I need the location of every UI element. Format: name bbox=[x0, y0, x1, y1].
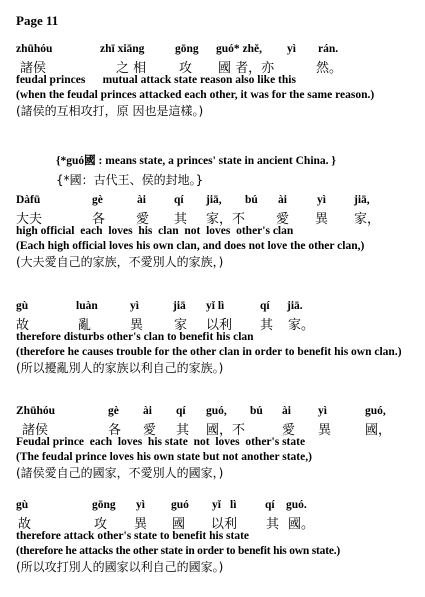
pinyin-row bbox=[16, 43, 416, 57]
pinyin-word: yǐ lì bbox=[206, 300, 225, 312]
chinese-translation: (諸侯的互相攻打，原 因也是這樣。) bbox=[16, 104, 204, 118]
pinyin-word: gè bbox=[92, 194, 103, 206]
chinese-word: 各 bbox=[92, 212, 106, 227]
pinyin-word: lì bbox=[230, 499, 237, 511]
page-number: Page 11 bbox=[16, 13, 59, 28]
chinese-word: 愛 bbox=[143, 423, 157, 438]
chinese-word: 之 相 bbox=[116, 61, 147, 76]
pinyin-word: zhūhóu bbox=[16, 43, 53, 55]
chinese-word: 諸侯 bbox=[22, 423, 49, 438]
footnote-chinese: {*國：古代王、侯的封地。} bbox=[56, 173, 204, 187]
chinese-word: 國，不 bbox=[206, 423, 246, 438]
chinese-row bbox=[16, 513, 416, 530]
chinese-translation: (所以擾亂別人的家族以利自己的家族。) bbox=[16, 361, 224, 375]
chinese-word: 大夫 bbox=[16, 212, 43, 227]
pinyin-word: yì bbox=[136, 499, 145, 511]
gloss-line: therefore attack other's state to benefit his state bbox=[16, 530, 250, 542]
gloss-line: feudal princes mutual attack state reason also like this bbox=[16, 74, 296, 86]
chinese-row bbox=[16, 314, 416, 331]
footnote-definition: {*guó國 : means state, a princes' state in ancient China. } bbox=[56, 155, 336, 167]
pinyin-word: ài bbox=[137, 194, 146, 206]
chinese-translation: (所以攻打別人的國家以利自己的國家。) bbox=[16, 560, 224, 574]
chinese-row bbox=[16, 419, 416, 436]
pinyin-word: yì bbox=[130, 300, 139, 312]
chinese-word: 以利 bbox=[211, 517, 238, 532]
english-translation: (therefore he attacks the other state in order to benefit his own state.) bbox=[16, 545, 341, 557]
chinese-word: 愛 bbox=[276, 212, 290, 227]
chinese-translation: (諸侯愛自己的國家，不愛別人的國家，) bbox=[16, 466, 224, 480]
chinese-word: 亂 bbox=[78, 318, 92, 333]
gloss-line: high official each loves his clan not loves other's clan bbox=[16, 225, 294, 237]
chinese-row bbox=[16, 57, 416, 74]
pinyin-word: Zhūhóu bbox=[16, 405, 56, 417]
pinyin-word: ài bbox=[282, 405, 291, 417]
pinyin-word: guó. bbox=[286, 499, 307, 511]
chinese-word: 故 bbox=[16, 318, 30, 333]
chinese-word: 然。 bbox=[316, 61, 343, 76]
chinese-word: 異 bbox=[134, 517, 148, 532]
pinyin-word: yǐ bbox=[212, 499, 221, 511]
pinyin-word: gù bbox=[16, 499, 29, 511]
chinese-word: 愛 bbox=[136, 212, 150, 227]
chinese-word: 攻 bbox=[179, 61, 193, 76]
english-translation: (The feudal prince loves his own state but not another state,) bbox=[16, 451, 312, 463]
pinyin-row bbox=[16, 405, 416, 419]
chinese-translation: (大夫愛自己的家族，不愛別人的家族，) bbox=[16, 255, 224, 269]
pinyin-word: Dàfū bbox=[16, 194, 41, 206]
pinyin-word: ài bbox=[278, 194, 287, 206]
pinyin-word: yì bbox=[287, 43, 296, 55]
pinyin-word: qí bbox=[265, 499, 275, 511]
chinese-word: 家， bbox=[354, 212, 381, 227]
chinese-word: 其 bbox=[266, 517, 280, 532]
verse-4 bbox=[16, 405, 416, 481]
pinyin-word: jiā, bbox=[206, 194, 222, 206]
pinyin-word: luàn bbox=[76, 300, 98, 312]
pinyin-word: jiā, bbox=[354, 194, 370, 206]
chinese-word: 以利 bbox=[206, 318, 233, 333]
pinyin-word: jiā. bbox=[287, 300, 303, 312]
chinese-word: 家 bbox=[174, 318, 188, 333]
chinese-word: 諸侯 bbox=[20, 61, 47, 76]
pinyin-row bbox=[16, 300, 416, 314]
chinese-word: 各 bbox=[108, 423, 122, 438]
chinese-word: 其 bbox=[260, 318, 274, 333]
chinese-word: 國 者，亦 bbox=[218, 61, 275, 76]
pinyin-word: gè bbox=[108, 405, 119, 417]
chinese-word: 其 bbox=[174, 212, 188, 227]
chinese-word: 異 bbox=[130, 318, 144, 333]
pinyin-word: gōng bbox=[92, 499, 116, 511]
pinyin-word: guó, bbox=[365, 405, 386, 417]
chinese-word: 國。 bbox=[288, 517, 315, 532]
pinyin-word: bú bbox=[245, 194, 258, 206]
chinese-word: 愛 bbox=[282, 423, 296, 438]
chinese-row bbox=[16, 208, 416, 225]
pinyin-word: zhī xiāng bbox=[100, 43, 145, 55]
pinyin-word: bú bbox=[250, 405, 263, 417]
verse-2 bbox=[16, 194, 416, 270]
chinese-word: 家。 bbox=[288, 318, 315, 333]
pinyin-word: ài bbox=[143, 405, 152, 417]
pinyin-word: gù bbox=[16, 300, 29, 312]
pinyin-word: qí bbox=[176, 405, 186, 417]
chinese-word: 家，不 bbox=[206, 212, 246, 227]
verse-5 bbox=[16, 499, 416, 575]
english-translation: (when the feudal princes attacked each other, it was for the same reason.) bbox=[16, 89, 375, 101]
chinese-word: 其 bbox=[176, 423, 190, 438]
english-translation: (Each high official loves his own clan, and does not love the other clan,) bbox=[16, 240, 365, 252]
pinyin-word: qí bbox=[260, 300, 270, 312]
pinyin-row bbox=[16, 194, 416, 208]
chinese-word: 故 bbox=[18, 517, 32, 532]
pinyin-word: qí bbox=[174, 194, 184, 206]
english-translation: (therefore he causes trouble for the other clan in order to benefit his own clan.) bbox=[16, 346, 402, 358]
chinese-word: 攻 bbox=[94, 517, 108, 532]
pinyin-word: yì bbox=[318, 405, 327, 417]
chinese-word: 異 bbox=[315, 212, 329, 227]
chinese-word: 國， bbox=[365, 423, 392, 438]
pinyin-word: guó* zhě, bbox=[216, 43, 262, 55]
pinyin-word: guó bbox=[171, 499, 189, 511]
pinyin-word: guó, bbox=[206, 405, 227, 417]
pinyin-word: jiā bbox=[173, 300, 186, 312]
pinyin-word: rán. bbox=[318, 43, 339, 55]
chinese-word: 國 bbox=[172, 517, 186, 532]
gloss-line: Feudal prince each loves his state not loves other's state bbox=[16, 436, 306, 448]
footnote bbox=[56, 152, 336, 188]
pinyin-word: yì bbox=[317, 194, 326, 206]
pinyin-word: gōng bbox=[175, 43, 199, 55]
verse-1 bbox=[16, 43, 416, 119]
verse-3 bbox=[16, 300, 416, 376]
chinese-word: 異 bbox=[318, 423, 332, 438]
pinyin-row bbox=[16, 499, 416, 513]
gloss-line: therefore disturbs other's clan to benefit his clan bbox=[16, 331, 254, 343]
